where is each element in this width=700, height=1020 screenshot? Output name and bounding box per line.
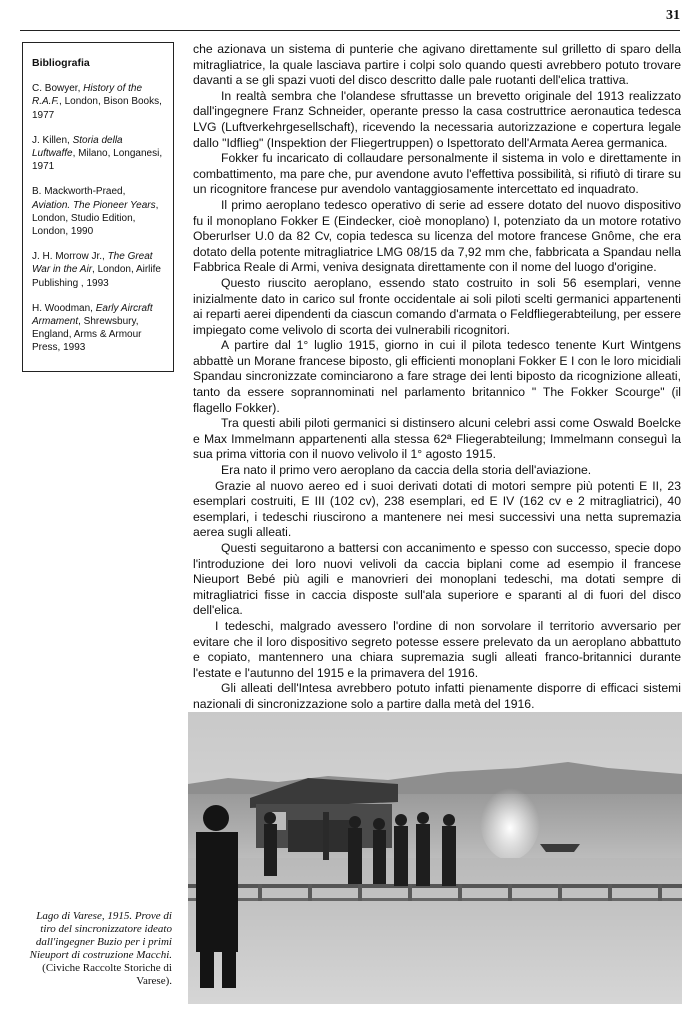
entry-title: Storia della Luftwaffe [32, 134, 123, 160]
article-paragraph: Il primo aeroplano tedesco operativo di serie ad essere dotato del nuovo dispositivo fu il monoplano Fokker E (Eindecker, cioè monoplano) I, potenziato da un motore rotativo Oberurlser U.0 da 82 Cv, copia tedesca su licenza del motore francese Gnôme, che era dotato della potente mitragliatrice LMG 08/15 da 7,92 mm che, fabbricata a Spandau nella Fabbrica Reale di Armi, veniva designata direttamente con il nome del luogo d'origine. [193, 197, 681, 275]
photo-illustration [188, 712, 682, 1004]
article-paragraph: Fokker fu incaricato di collaudare personalmente il sistema in volo e direttamente in combattimento, ma pare che, pur avendone avuto l'effettiva possibilità, si rifiutò di tirare su un ricognitore francese pur avendolo vantaggiosamente intercettato ed inquadrato. [193, 151, 681, 197]
entry-publication: , London, Bison Books, 1977 [32, 96, 162, 121]
bibliography-entry [32, 134, 165, 174]
bibliography-title: Bibliografia [32, 57, 90, 69]
entry-title: Early Aircraft Armament [32, 302, 153, 328]
entry-author: B. Mackworth-Praed, [32, 186, 126, 198]
entry-author: C. Bowyer, [32, 83, 84, 95]
caption-text: Lago di Varese, 1915. Prove di tiro del sincronizzatore ideato dall'ingegner Buzio per i primi Nieuport di costruzione Macchi. [29, 910, 172, 961]
entry-publication: , London, Airlife Publishing , 1993 [32, 264, 161, 289]
bibliography-box [22, 42, 174, 372]
article-paragraph: Tra questi abili piloti germanici si distinsero alcuni celebri assi come Oswald Boelcke e Max Immelmann appartenenti alla stessa 62ª Fliegerabteilung; Immelmann conseguì la sua prima vittoria con il nuovo velivolo il 1° agosto 1915. [193, 416, 681, 462]
entry-author: J. H. Morrow Jr., [32, 251, 108, 263]
header-rule [20, 30, 680, 31]
bibliography-entry [32, 185, 165, 238]
article-paragraph: In realtà sembra che l'olandese sfruttasse un brevetto originale del 1913 realizzato dall'ingegnere Franz Schneider, operante presso la casa costruttrice aeronautica tedesca LVG (Luftverkehrgesellschaft), ricevendo la necessaria autorizzazione e copertura legale dallo "Idflieg" (Inspektion der Fliegertruppen) o Ispettorato dell'Armata Aerea germanica. [193, 88, 681, 150]
entry-title: Aviation. The Pioneer Years [32, 199, 156, 211]
entry-publication: , London, Studio Edition, London, 1990 [32, 199, 159, 238]
article-body [193, 42, 681, 732]
article-paragraph: Gli alleati dell'Intesa avrebbero potuto infatti pienamente disporre di efficaci sistemi nazionali di sincronizzazione solo a partire dalla metà del 1916. [193, 681, 681, 711]
article-paragraph: Questi seguitarono a battersi con accanimento e spesso con successo, specie dopo l'introduzione dei loro nuovi velivoli da caccia biplani come ad esempio il francese Nieuport Bebé più agili e manovrieri dei monoplani tedeschi, ma dotati sempre di mitragliatrici fisse in caccia disposte sull'ala superiore e sparanti al di fuori del disco dell'elica. [193, 541, 681, 618]
article-paragraph: che azionava un sistema di punterie che agivano direttamente sul grilletto di sparo della mitragliatrice, la quale lasciava partire i colpi solo quando questi avrebbero potuto trovare davanti a se gli spazi vuoti del disco descritto dalle pale ruotanti dell'elica trattiva. [193, 42, 681, 88]
historical-photo [188, 712, 682, 1004]
entry-publication: , Shrewsbury, England, Arms & Armour Press, 1993 [32, 316, 142, 354]
article-paragraph: I tedeschi, malgrado avessero l'ordine di non sorvolare il territorio avversario per evitare che il loro dispositivo segreto potesse essere prelevato da un aeroplano abbattuto e copiato, mantennero una chiara supremazia sugli alleati franco-britannici durante l'estate e l'autunno del 1915 e la primavera del 1916. [193, 618, 681, 680]
entry-title: History of the R.A.F. [32, 83, 143, 108]
article-paragraph: Questo riuscito aeroplano, essendo stato costruito in soli 56 esemplari, venne inizialmente dato in carico sul fronte occidentale ai soli piloti scelti germanici appartenenti ai reparti aerei dipendenti da ciascun comando d'armata o Feldfliegerabteilung, per essere impiegato come velivolo di scorta dei vulnerabili ricognitori. [193, 275, 681, 337]
bibliography-entry [32, 82, 165, 122]
entry-title: The Great War in the Air [32, 251, 153, 276]
photo-caption [22, 910, 172, 988]
entry-author: J. Killen, [32, 134, 73, 146]
entry-author: H. Woodman, [32, 302, 96, 314]
article-paragraph: A partire dal 1° luglio 1915, giorno in cui il pilota tedesco tenente Kurt Wintgens abbattè un Morane francese biposto, gli efficienti monoplani Fokker E I con le loro micidiali Spandau sincronizzate cominciarono a fare strage dei lenti biposto da ricognizione alleati, tanto da essere soprannominati nel parlamento britannico " The Fokker Scourge" (il flagello Fokker). [193, 338, 681, 415]
caption-credit: (Civiche Raccolte Storiche di Varese). [42, 962, 172, 987]
article-paragraph: Era nato il primo vero aeroplano da caccia della storia dell'aviazione. [221, 463, 592, 478]
entry-publication: , Milano, Longanesi, 1971 [32, 148, 163, 173]
bibliography-entry [32, 302, 165, 355]
article-paragraph: Grazie al nuovo aereo ed i suoi derivati dotati di motori sempre più potenti E II, 23 esemplari costruiti, E III (102 cv), 238 esemplari, ed E IV (162 cv e 2 mitragliatrici), 40 esemplari, i tedeschi riuscirono a mantenere nei mesi successivi una netta supremazia aerea sugli alleati. [193, 478, 681, 540]
bibliography-entry [32, 250, 165, 290]
page-number: 31 [666, 8, 680, 23]
